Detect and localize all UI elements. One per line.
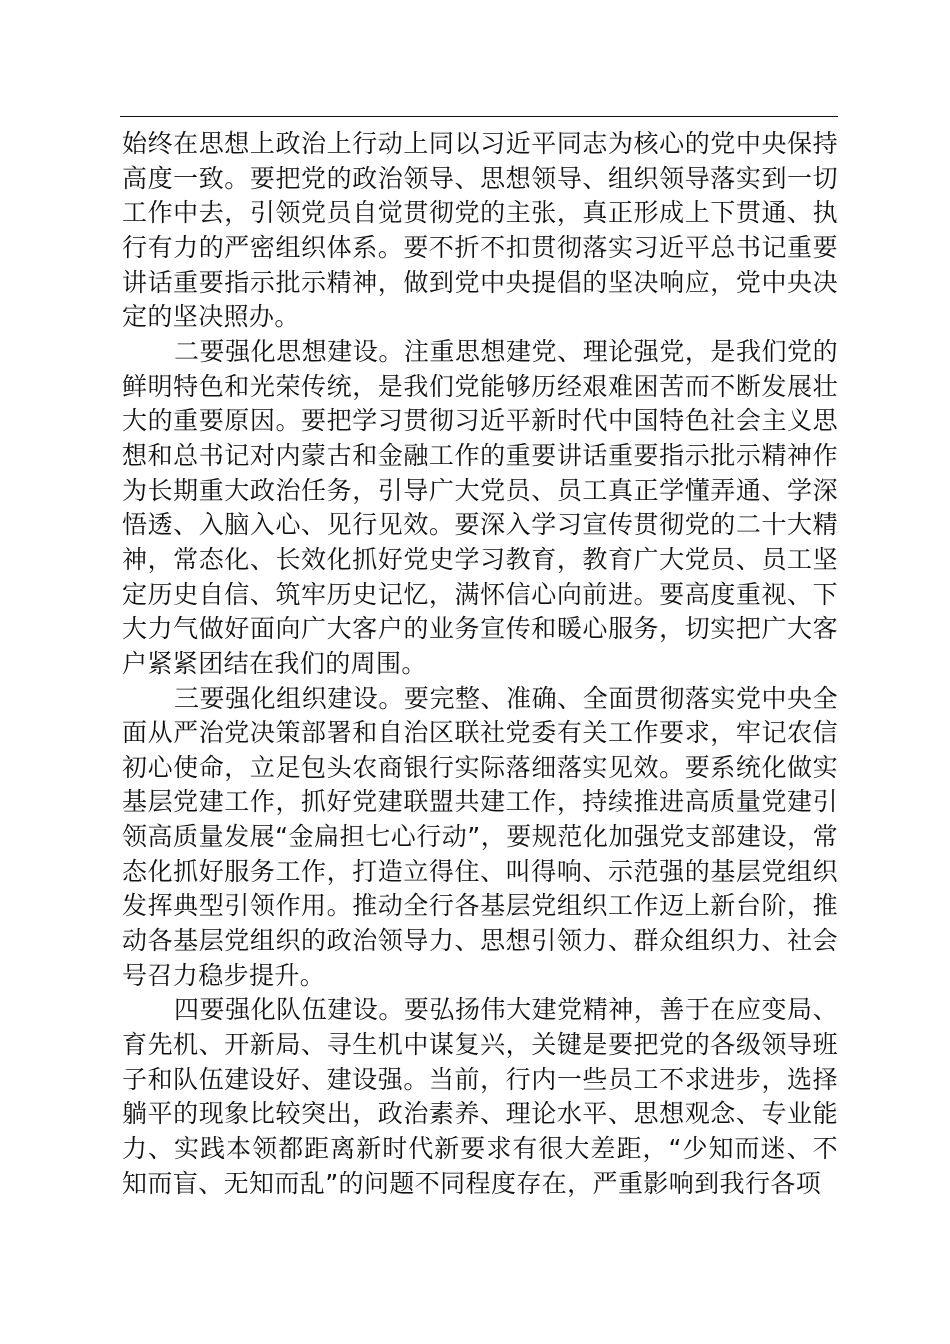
paragraph-continuation: 始终在思想上政治上行动上同以习近平同志为核心的党中央保持高度一致。要把党的政治领导、思想领导、组织领导落实到一切工作中去，引领党员自觉贯彻党的主张，真正形成上下贯通、执行有力的严密组织体系。要不折不扣贯彻落实习近平总书记重要讲话重要指示批示精神，做到党中央提倡的坚决响应，党中央决定的坚决照办。 (122, 129, 838, 332)
paragraph-ideological-building: 二要强化思想建设。注重思想建党、理论强党，是我们党的鲜明特色和光荣传统，是我们党能够历经艰难困苦而不断发展壮大的重要原因。要把学习贯彻习近平新时代中国特色社会主义思想和总书记对内蒙古和金融工作的重要讲话重要指示批示精神作为长期重大政治任务，引导广大党员、员工真正学懂弄通、学深悟透、入脑入心、见行见效。要深入学习宣传贯彻党的二十大精神，常态化、长效化抓好党史学习教育，教育广大党员、员工坚定历史自信、筑牢历史记忆，满怀信心向前进。要高度重视、下大力气做好面向广大客户的业务宣传和暖心服务，切实把广大客户紧紧团结在我们的周围。 (122, 336, 838, 678)
header-rule (120, 116, 838, 117)
paragraph-organizational-building: 三要强化组织建设。要完整、准确、全面贯彻落实党中央全面从严治党决策部署和自治区联社党委有关工作要求，牢记农信初心使命，立足包头农商银行实际落细落实见效。要系统化做实基层党建工作，抓好党建联盟共建工作，持续推进高质量党建引领高质量发展“金扁担七心行动”，要规范化加强党支部建设，常态化抓好服务工作，打造立得住、叫得响、示范强的基层党组织发挥典型引领作用。推动全行各基层党组织工作迈上新台阶，推动各基层党组织的政治领导力、思想引领力、群众组织力、社会号召力稳步提升。 (122, 683, 838, 990)
paragraph-team-building: 四要强化队伍建设。要弘扬伟大建党精神，善于在应变局、育先机、开新局、寻生机中谋复兴，关键是要把党的各级领导班子和队伍建设好、建设强。当前，行内一些员工不求进步，选择躺平的现象比较突出，政治素养、理论水平、思想观念、专业能力、实践本领都距离新时代新要求有很大差距，“少知而迷、不知而盲、无知而乱”的问题不同程度存在，严重影响到我行各项 (122, 995, 838, 1198)
body-text (122, 127, 838, 1201)
